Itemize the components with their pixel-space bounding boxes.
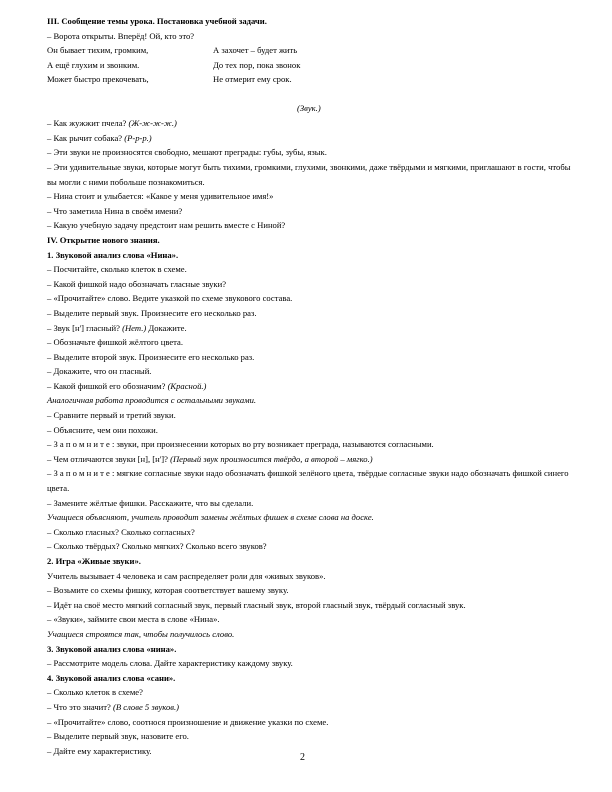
text-line: – Выделите второй звук. Произнесите его несколько раз. xyxy=(47,351,255,362)
paragraph: – З а п о м н и т е : мягкие согласные звуки надо обозначать фишкой зелёного цвета, твёрдые согласные звуки надо обозначать фишкой синего цвета. xyxy=(47,468,569,494)
text-line: – Ворота открыты. Вперёд! Ой, кто это? xyxy=(47,30,195,41)
text-line: – Сравните первый и третий звуки. xyxy=(47,410,176,421)
italic-note: Учащиеся строятся так, чтобы получилось слово. xyxy=(47,628,235,639)
text-line: – Докажите, что он гласный. xyxy=(47,366,152,377)
text-line: – «Звуки», займите свои места в слове «Нина». xyxy=(47,614,220,625)
text-line: – Эти звуки не произносятся свободно, мешают преграды: губы, зубы, язык. xyxy=(47,147,327,158)
subsection-heading: 3. Звуковой анализ слова «нина». xyxy=(47,643,177,654)
document-page xyxy=(47,14,575,758)
poem-line: А ещё глухим и звонким. xyxy=(47,59,140,70)
poem-answer: (Звук.) xyxy=(297,103,321,114)
poem-right-column xyxy=(213,43,300,87)
text-line: – Рассмотрите модель слова. Дайте характеристику каждому звуку. xyxy=(47,658,293,669)
subsection-heading: 4. Звуковой анализ слова «сани». xyxy=(47,672,176,683)
text-line: Учитель вызывает 4 человека и сам распределяет роли для «живых звуков». xyxy=(47,570,326,581)
text-line: – Замените жёлтые фишки. Расскажите, что вы сделали. xyxy=(47,497,254,508)
italic-note: Аналогичная работа проводится с остальными звуками. xyxy=(47,395,257,406)
text-line: – Чем отличаются звуки [н], [н']? (Первый звук произносится твёрдо, а второй – мягко.) xyxy=(47,453,373,464)
text-line: – Обозначьте фишкой жёлтого цвета. xyxy=(47,337,183,348)
text-line: – Объясните, чем они похожи. xyxy=(47,424,158,435)
poem-line: Может быстро прекочевать, xyxy=(47,74,149,85)
text-line: – Сколько клеток в схеме? xyxy=(47,687,143,698)
text-line: – Какой фишкой надо обозначать гласные звуки? xyxy=(47,278,227,289)
text-line: – Как жужжит пчела? (Ж-ж-ж-ж.) xyxy=(47,118,177,129)
subsection-heading: 2. Игра «Живые звуки». xyxy=(47,556,141,566)
text-line: – «Прочитайте» слово. Ведите указкой по схеме звукового состава. xyxy=(47,293,293,304)
text-line: – Идёт на своё место мягкий согласный звук, первый гласный звук, второй гласный звук, твёрдый согласный звук. xyxy=(47,599,466,610)
poem xyxy=(47,43,575,116)
text-line: – Что это значит? (В слове 5 звуков.) xyxy=(47,701,179,712)
poem-line: Он бывает тихим, громким, xyxy=(47,45,149,56)
text-line: – «Прочитайте» слово, соотнося произношение и движение указки по схеме. xyxy=(47,716,329,727)
italic-note: Учащиеся объясняют, учитель проводит замены жёлтых фишек в схеме слова на доске. xyxy=(47,512,374,523)
text-line: – Как рычит собака? (Р-р-р.) xyxy=(47,132,152,143)
text-line: – Выделите первый звук, назовите его. xyxy=(47,731,189,742)
text-line: – Выделите первый звук. Произнесите его несколько раз. xyxy=(47,307,257,318)
text-line: – Какую учебную задачу предстоит нам решить вместе с Ниной? xyxy=(47,220,286,231)
poem-line: А захочет – будет жить xyxy=(213,45,298,56)
poem-line: До тех пор, пока звонок xyxy=(213,59,301,70)
page-number: 2 xyxy=(300,752,305,763)
text-line: – Звук [н'] гласный? (Нет.) Докажите. xyxy=(47,322,187,333)
text-line: – Сколько гласных? Сколько согласных? xyxy=(47,526,195,537)
text-line: – З а п о м н и т е : звуки, при произнесении которых во рту возникает преграда, называются согласными. xyxy=(47,439,434,450)
text-line: – Возьмите со схемы фишку, которая соответствует вашему звуку. xyxy=(47,585,289,596)
text-line: – Сколько твёрдых? Сколько мягких? Сколько всего звуков? xyxy=(47,541,267,552)
section-heading-4: IV. Открытие нового знания. xyxy=(47,234,160,245)
text-line: – Посчитайте, сколько клеток в схеме. xyxy=(47,264,187,275)
poem-left-column xyxy=(47,43,149,87)
text-line: – Нина стоит и улыбается: «Какое у меня удивительное имя!» xyxy=(47,191,274,202)
text-line: – Что заметила Нина в своём имени? xyxy=(47,205,183,216)
subsection-heading: 1. Звуковой анализ слова «Нина». xyxy=(47,249,179,260)
text-line: – Какой фишкой его обозначим? (Красной.) xyxy=(47,380,207,391)
poem-line: Не отмерит ему срок. xyxy=(213,74,292,85)
text-line: – Дайте ему характеристику. xyxy=(47,745,152,756)
section-heading-3: III. Сообщение темы урока. Постановка учебной задачи. xyxy=(47,16,267,26)
paragraph: – Эти удивительные звуки, которые могут быть тихими, громкими, глухими, звонкими, даже твёрдыми и мягкими, приглашают в гости, чтобы вы могли с ними побольше познакомиться. xyxy=(47,161,571,187)
